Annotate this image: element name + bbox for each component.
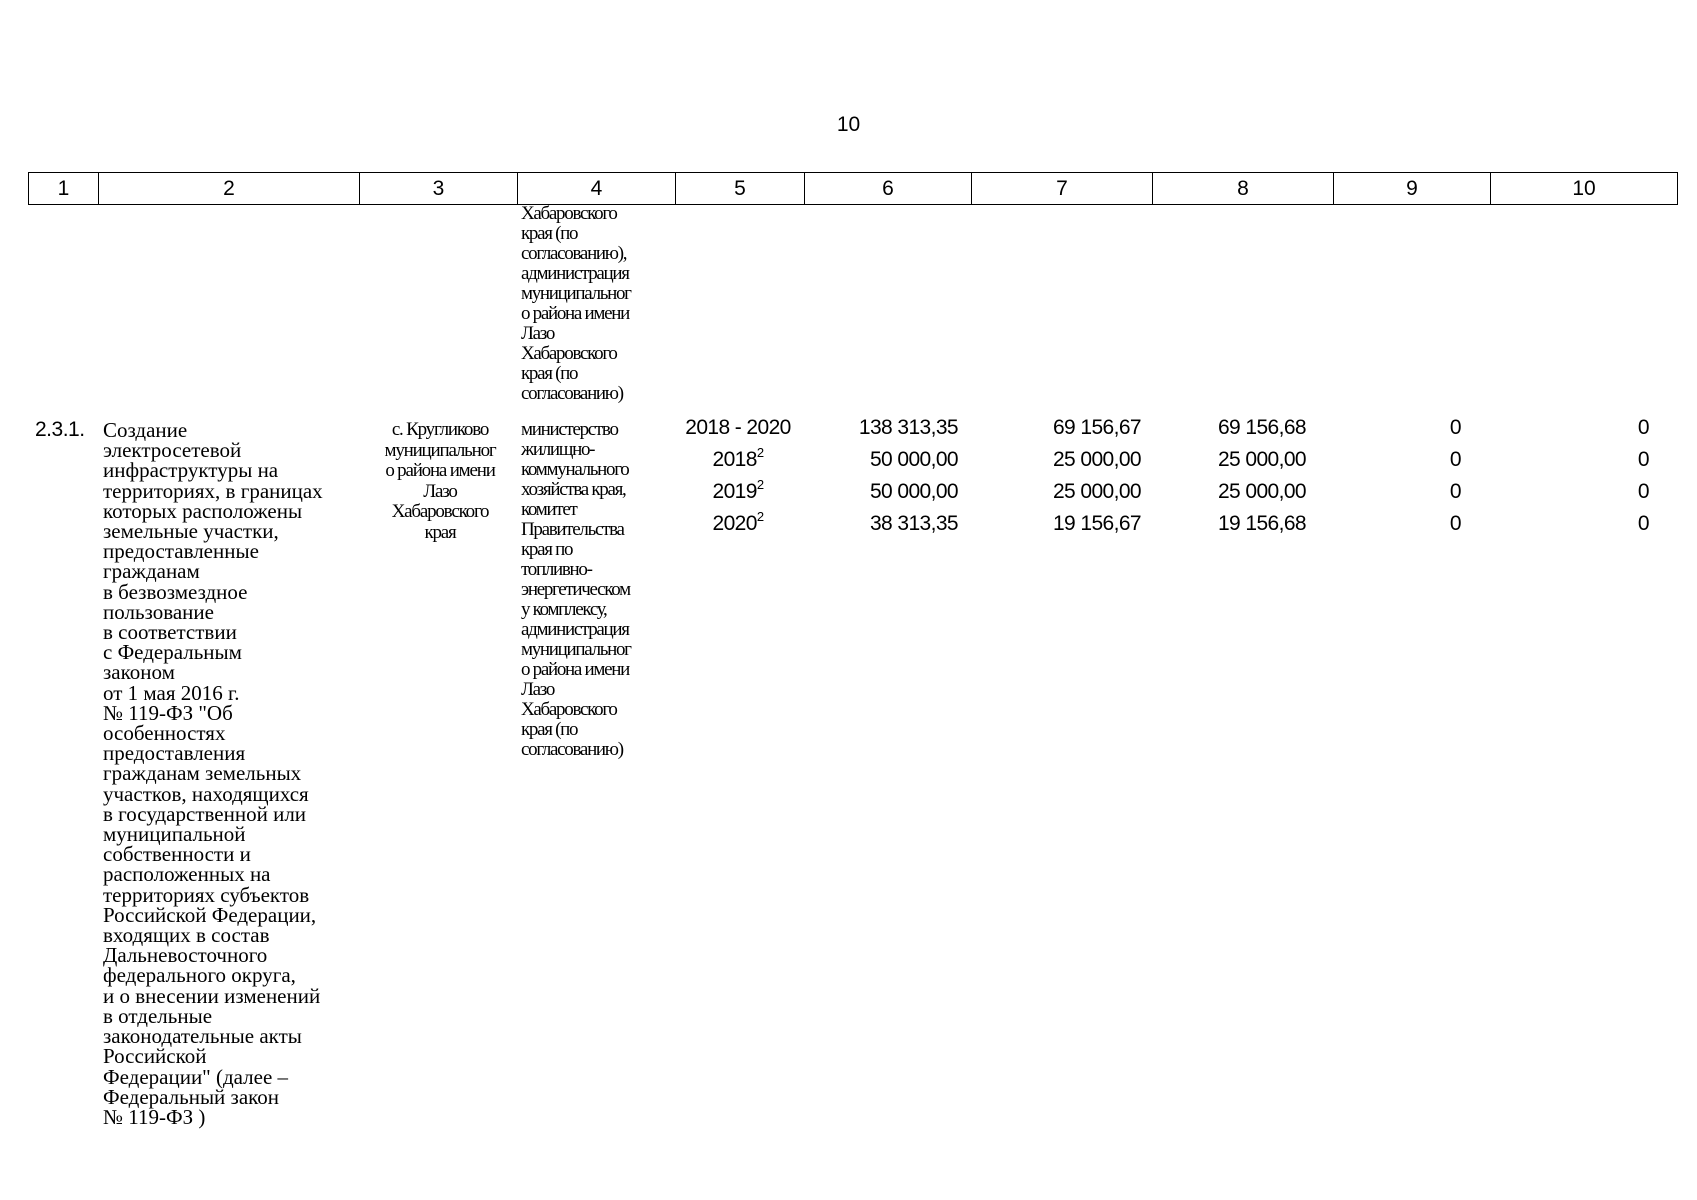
- item-executor: министерство жилищно- коммунального хозяйства края, комитет Правительства края по топливно- энергетическом у комплексу, администрация муниципальног о района имени Лазо Хабаровского края (по согласованию): [521, 419, 631, 760]
- col7-cell: 25 000,00: [1052, 448, 1141, 471]
- continued-executor-text: Хабаровского края (по согласованию), администрация муниципальног о района имени Лазо Хабаровского края (по согласованию): [521, 203, 631, 404]
- total-cell: 138 313,35: [858, 416, 958, 439]
- col9-cell: 0: [1449, 448, 1461, 471]
- col10-cell: 0: [1637, 448, 1649, 471]
- header-cell-5: 5: [676, 173, 805, 204]
- table-header-row: [28, 172, 1678, 205]
- col9-cell: 0: [1449, 480, 1461, 503]
- header-cell-9: 9: [1334, 173, 1491, 204]
- total-cell: 50 000,00: [869, 480, 958, 503]
- col8-cell: 25 000,00: [1217, 480, 1306, 503]
- header-cell-2: 2: [99, 173, 360, 204]
- item-number: 2.3.1.: [35, 418, 85, 441]
- col9-cell: 0: [1449, 416, 1461, 439]
- item-description: Создание электросетевой инфраструктуры на территориях, в границах которых расположены земельные участки, предоставленные гражданам в безвозмездное пользование в соответствии с Федеральным законом от 1 мая 2016 г. № 119-ФЗ "Об особенностях предоставления гражданам земельных участков, находящихся в государственной или муниципальной собственности и расположенных на территориях субъектов Российской Федерации, входящих в состав Дальневосточного федерального округа, и о внесении изменений в отдельные законодательные акты Российской Федерации" (далее – Федеральный закон № 119-ФЗ ): [103, 418, 323, 1129]
- col7-cell: 69 156,67: [1052, 416, 1141, 439]
- col8-cell: 69 156,68: [1217, 416, 1306, 439]
- col10-cell: 0: [1637, 416, 1649, 439]
- col10-cell: 0: [1637, 480, 1649, 503]
- header-cell-10: 10: [1572, 176, 1596, 200]
- period-cell: 2020$^2$: [712, 509, 764, 535]
- col9-cell: 0: [1449, 512, 1461, 535]
- col8-cell: 19 156,68: [1217, 512, 1306, 535]
- period-cell: 2018 - 2020: [685, 416, 791, 439]
- period-cell: 2019$^2$: [712, 477, 764, 503]
- period-cell: 2018$^2$: [712, 445, 764, 471]
- col10-cell: 0: [1637, 512, 1649, 535]
- header-cell-3: 3: [360, 173, 518, 204]
- item-place: с. Кругликово муниципальног о района имени Лазо Хабаровского края: [384, 419, 496, 543]
- col7-cell: 25 000,00: [1052, 480, 1141, 503]
- total-cell: 38 313,35: [869, 512, 958, 535]
- header-cell-1: 1: [29, 173, 99, 204]
- total-cell: 50 000,00: [869, 448, 958, 471]
- header-cell-6: 6: [805, 173, 972, 204]
- col7-cell: 19 156,67: [1052, 512, 1141, 535]
- header-cell-7: 7: [972, 173, 1153, 204]
- header-cell-8: 8: [1153, 173, 1334, 204]
- header-cell-4: 4: [518, 173, 676, 204]
- col8-cell: 25 000,00: [1217, 448, 1306, 471]
- page-number: 10: [836, 113, 861, 136]
